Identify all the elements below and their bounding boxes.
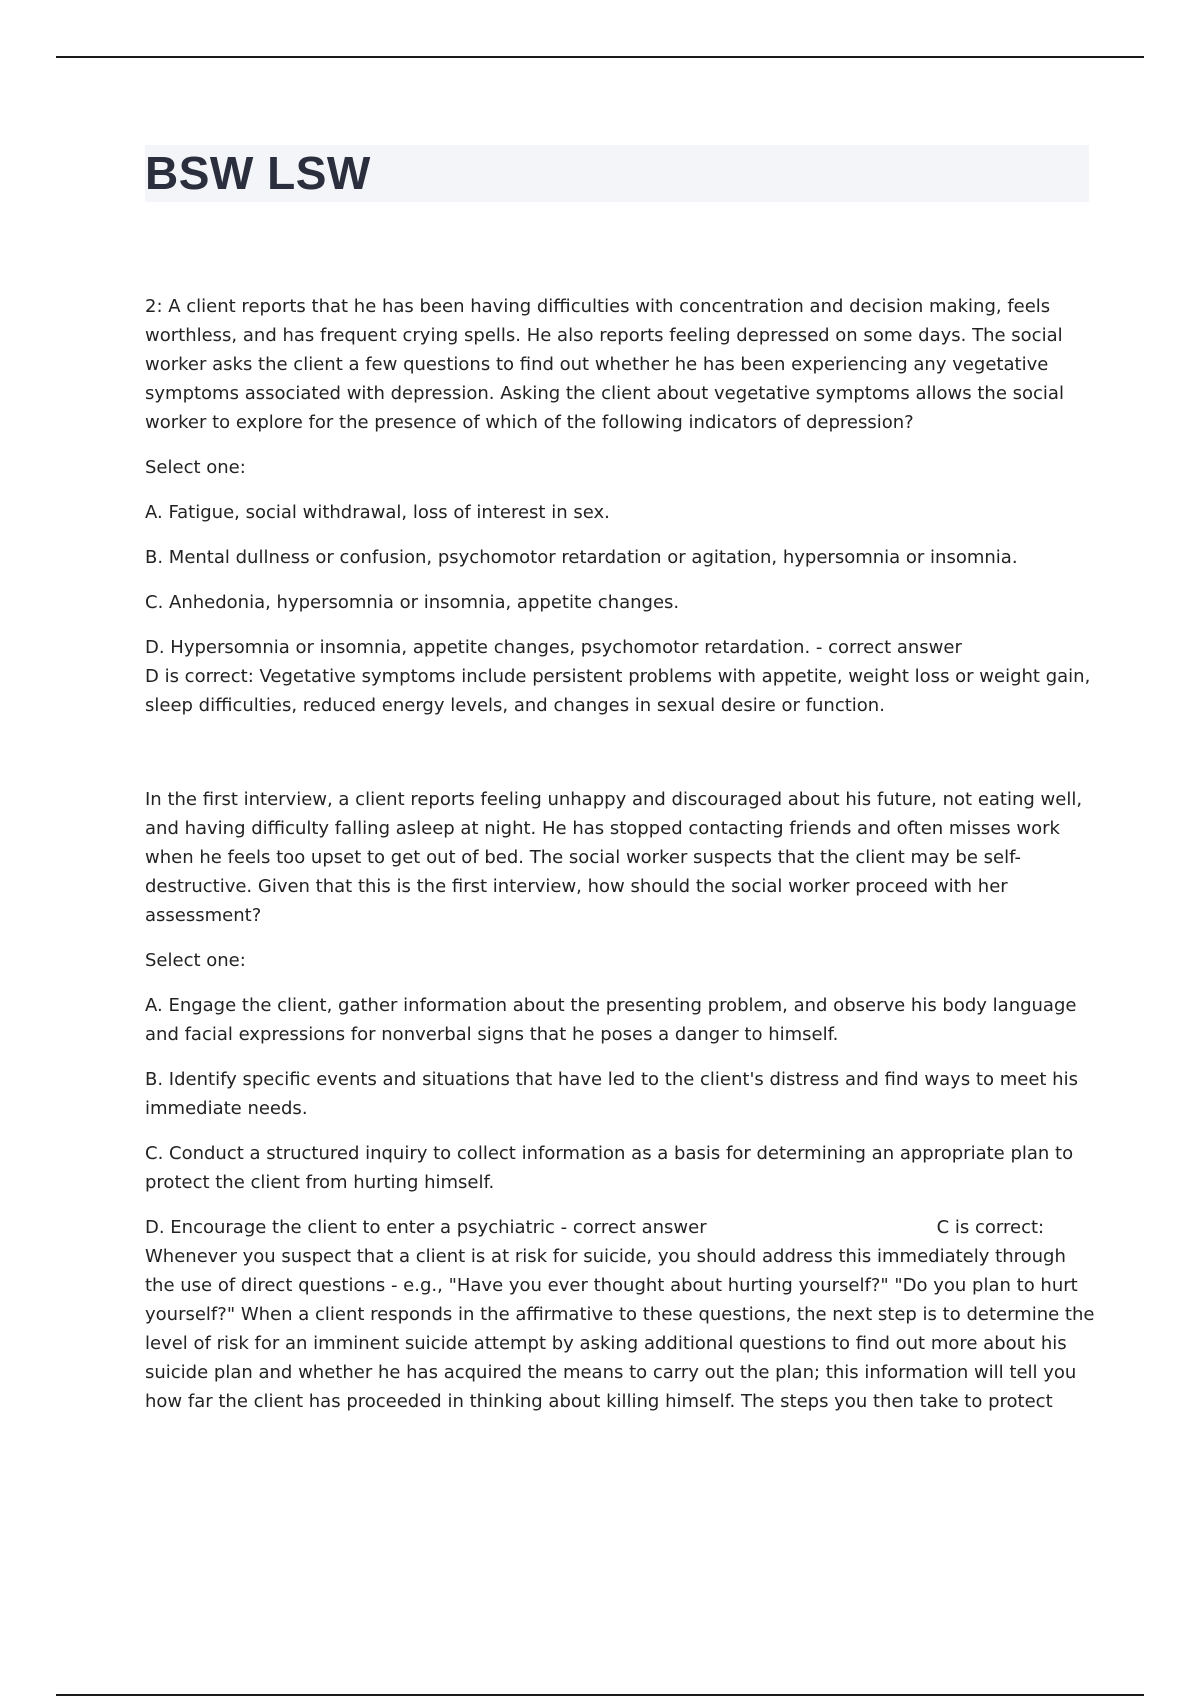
question-2-text: In the first interview, a client reports feeling unhappy and discouraged about his future, not eating well, and having difficulty falling asleep at night. He has stopped contacting friends and often misses work when he feels too upset to get out of bed. The social worker suspects that the client may be self-destructive. Given that this is the first interview, how should the social worker proceed with her assessment? <box>145 789 1083 926</box>
question-2-explanation-lead: C is correct: <box>936 1217 1045 1238</box>
question-1-option-d-text: D. Hypersomnia or insomnia, appetite changes, psychomotor retardation. - correct answer <box>145 637 962 658</box>
question-2-select-label: Select one: <box>145 950 246 971</box>
question-2-option-a: A. Engage the client, gather information about the presenting problem, and observe his body language and facial expressions for nonverbal signs that he poses a danger to himself. <box>145 995 1077 1045</box>
document-title: BSW LSW <box>145 147 371 199</box>
question-2-option-c: C. Conduct a structured inquiry to collect information as a basis for determining an appropriate plan to protect the client from hurting himself. <box>145 1143 1074 1193</box>
question-1 <box>145 292 1095 736</box>
question-1-option-d <box>145 633 1095 720</box>
question-1-select-label: Select one: <box>145 457 246 478</box>
question-1-text: 2: A client reports that he has been having difficulties with concentration and decision making, feels worthless, and has frequent crying spells. He also reports feeling depressed on some days. The social worker asks the client a few questions to find out whether he has been experiencing any vegetative symptoms associated with depression. Asking the client about vegetative symptoms allows the social worker to explore for the presence of which of the following indicators of depression? <box>145 296 1064 433</box>
question-1-option-c: C. Anhedonia, hypersomnia or insomnia, appetite changes. <box>145 592 680 613</box>
question-2-explanation: Whenever you suspect that a client is at risk for suicide, you should address this immediately through the use of direct questions - e.g., "Have you ever thought about hurting yourself?" "Do you plan to hurt yourself?" When a client responds in the affirmative to these questions, the next step is to determine the level of risk for an imminent suicide attempt by asking additional questions to find out more about his suicide plan and whether he has acquired the means to carry out the plan; this information will tell you how far the client has proceeded in thinking about killing himself. The steps you then take to protect <box>145 1246 1095 1412</box>
question-1-option-b: B. Mental dullness or confusion, psychomotor retardation or agitation, hypersomnia or insomnia. <box>145 547 1018 568</box>
question-2-option-b: B. Identify specific events and situations that have led to the client's distress and find ways to meet his immediate needs. <box>145 1069 1078 1119</box>
question-2 <box>145 785 1095 1432</box>
question-2-option-d-text: D. Encourage the client to enter a psychiatric - correct answer <box>145 1217 707 1238</box>
top-rule <box>56 56 1144 58</box>
question-2-option-d <box>145 1213 1095 1416</box>
question-1-explanation: D is correct: Vegetative symptoms include persistent problems with appetite, weight loss or weight gain, sleep difficulties, reduced energy levels, and changes in sexual desire or function. <box>145 666 1091 716</box>
question-1-option-a: A. Fatigue, social withdrawal, loss of interest in sex. <box>145 502 610 523</box>
bottom-rule <box>56 1694 1144 1696</box>
